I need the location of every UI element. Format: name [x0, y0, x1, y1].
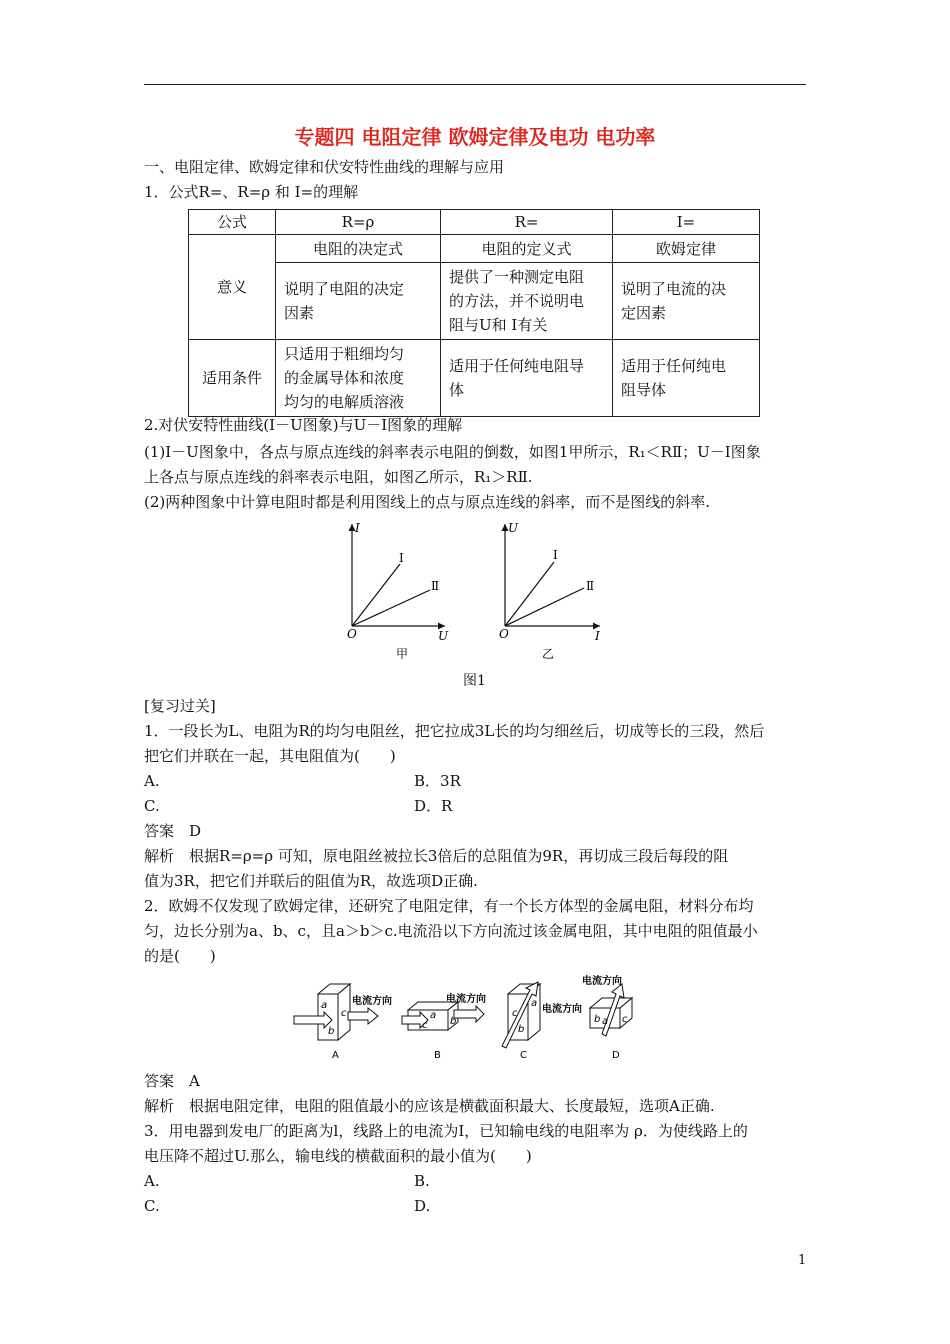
- explanation-1-cont: 值为3R，把它们并联后的阻值为R，故选项D正确.: [144, 872, 478, 890]
- svg-text:a: a: [531, 998, 538, 1009]
- svg-text:a: a: [321, 1000, 328, 1011]
- explanation-2: 解析 根据电阻定律，电阻的阻值最小的应该是横截面积最大、长度最短，选项A正确.: [144, 1097, 715, 1115]
- block-option-c: [502, 982, 582, 1061]
- table-header-r-rho: R=ρ: [276, 210, 441, 235]
- svg-text:电流方向: 电流方向: [352, 996, 392, 1007]
- svg-text:c: c: [512, 1008, 518, 1019]
- ui-line-2-label: Ⅱ: [586, 579, 595, 593]
- ui-graph: [499, 521, 600, 661]
- iu-line-2-label: Ⅱ: [431, 579, 440, 593]
- table-cell: 提供了一种测定电阻 的方法，并不说明电 阻与U和 I有关: [441, 263, 613, 340]
- svg-text:a: a: [430, 1010, 437, 1021]
- ui-caption: 乙: [542, 647, 555, 661]
- iu-caption: 甲: [396, 647, 409, 661]
- ui-origin-label: O: [499, 627, 509, 641]
- svg-text:b: b: [450, 1016, 457, 1027]
- question-2-cont: 的是( ): [144, 947, 216, 965]
- question-2-cont: 匀，边长分别为a、b、c，且a＞b＞c.电流沿以下方向流过该金属电阻，其中电阻的阻值最小: [144, 922, 758, 940]
- question-2: 2．欧姆不仅发现了欧姆定律，还研究了电阻定律，有一个长方体型的金属电阻，材料分布均: [144, 897, 754, 915]
- paragraph: (2)两种图象中计算电阻时都是利用图线上的点与原点连线的斜率，而不是图线的斜率.: [144, 493, 711, 511]
- block-option-d: [582, 974, 632, 1061]
- svg-text:c: c: [422, 1020, 428, 1031]
- header-rule: [144, 84, 806, 85]
- option-d: D.: [414, 1197, 431, 1215]
- table-label-meaning: 意义: [189, 235, 276, 340]
- table-header-r-def: R=: [441, 210, 613, 235]
- table-cell: 说明了电流的决 定因素: [613, 263, 760, 340]
- table-cell: 适用于任何纯电 阻导体: [613, 340, 760, 417]
- page-title: 专题四 电阻定律 欧姆定律及电功 电功率: [294, 125, 656, 149]
- block-a-label: A: [332, 1050, 339, 1061]
- table-cell: 只适用于粗细均匀 的金属导体和浓度 均匀的电解质溶液: [276, 340, 441, 417]
- table-cell: 欧姆定律: [613, 235, 760, 263]
- question-3-cont: 电压降不超过U.那么，输电线的横截面积的最小值为( ): [144, 1147, 532, 1165]
- question-3: 3．用电器到发电厂的距离为l，线路上的电流为I，已知输电线的电阻率为 ρ．为使线路上的: [144, 1122, 748, 1140]
- option-a: A.: [144, 1172, 160, 1190]
- iu-line-1-label: Ⅰ: [399, 551, 404, 565]
- table-header-ohm: I=: [613, 210, 760, 235]
- table-cell: 电阻的定义式: [441, 235, 613, 263]
- option-a: A.: [144, 772, 160, 790]
- question-1-cont: 把它们并联在一起，其电阻值为( ): [144, 747, 396, 765]
- paragraph: (1)I－U图象中，各点与原点连线的斜率表示电阻的倒数，如图1甲所示，R₁＜RⅡ；U－I图象: [144, 443, 761, 461]
- table-cell: 电阻的决定式: [276, 235, 441, 263]
- section-heading: 一、电阻定律、欧姆定律和伏安特性曲线的理解与应用: [144, 158, 505, 176]
- figure-1-caption: 图1: [463, 673, 486, 689]
- option-c: C.: [144, 1197, 160, 1215]
- svg-text:b: b: [328, 1026, 335, 1037]
- block-option-b: [402, 992, 486, 1061]
- answer-2: 答案 A: [144, 1072, 200, 1090]
- svg-text:b: b: [594, 1014, 601, 1025]
- iu-origin-label: O: [347, 627, 357, 641]
- ui-y-axis-label: U: [508, 521, 519, 535]
- iu-y-axis-label: I: [355, 521, 360, 535]
- iu-x-axis-label: U: [438, 629, 449, 643]
- table-header-formula: 公式: [189, 210, 276, 235]
- item-1-heading: 1．公式R=、R=ρ 和 I=的理解: [144, 183, 359, 201]
- page-number: 1: [798, 1253, 807, 1268]
- svg-text:b: b: [518, 1024, 525, 1035]
- option-b: B．3R: [414, 772, 461, 790]
- formula-table: [188, 209, 760, 417]
- review-heading: [复习过关]: [144, 697, 216, 715]
- option-d: D．R: [414, 797, 453, 815]
- svg-text:a: a: [602, 1016, 609, 1027]
- table-cell: 适用于任何纯电阻导 体: [441, 340, 613, 417]
- table-label-condition: 适用条件: [189, 340, 276, 417]
- figure-2-blocks: [290, 972, 670, 1064]
- svg-text:电流方向: 电流方向: [582, 976, 622, 987]
- ui-x-axis-label: I: [595, 629, 600, 643]
- option-c: C.: [144, 797, 160, 815]
- block-option-a: [294, 984, 392, 1061]
- item-2-heading: 2.对伏安特性曲线(I－U图象)与U－I图象的理解: [144, 416, 463, 434]
- ui-line-1-label: Ⅰ: [553, 548, 558, 562]
- question-1: 1．一段长为L、电阻为R的均匀电阻丝，把它拉成3L长的均匀细丝后，切成等长的三段，然后: [144, 722, 765, 740]
- block-b-label: B: [434, 1050, 441, 1061]
- explanation-1: 解析 根据R=ρ=ρ 可知，原电阻丝被拉长3倍后的总阻值为9R，再切成三段后每段的阻: [144, 847, 729, 865]
- svg-text:电流方向: 电流方向: [542, 1004, 582, 1015]
- block-c-label: C: [520, 1050, 527, 1061]
- svg-text:电流方向: 电流方向: [446, 994, 486, 1005]
- iu-graph: [347, 521, 449, 661]
- answer-1: 答案 D: [144, 822, 202, 840]
- paragraph: 上各点与原点连线的斜率表示电阻，如图乙所示，R₁＞RⅡ.: [144, 468, 533, 486]
- svg-text:c: c: [622, 1014, 628, 1025]
- figure-1-graphs: [330, 518, 630, 668]
- block-d-label: D: [612, 1050, 620, 1061]
- table-cell: 说明了电阻的决定 因素: [276, 263, 441, 340]
- svg-text:c: c: [341, 1008, 347, 1019]
- option-b: B.: [414, 1172, 430, 1190]
